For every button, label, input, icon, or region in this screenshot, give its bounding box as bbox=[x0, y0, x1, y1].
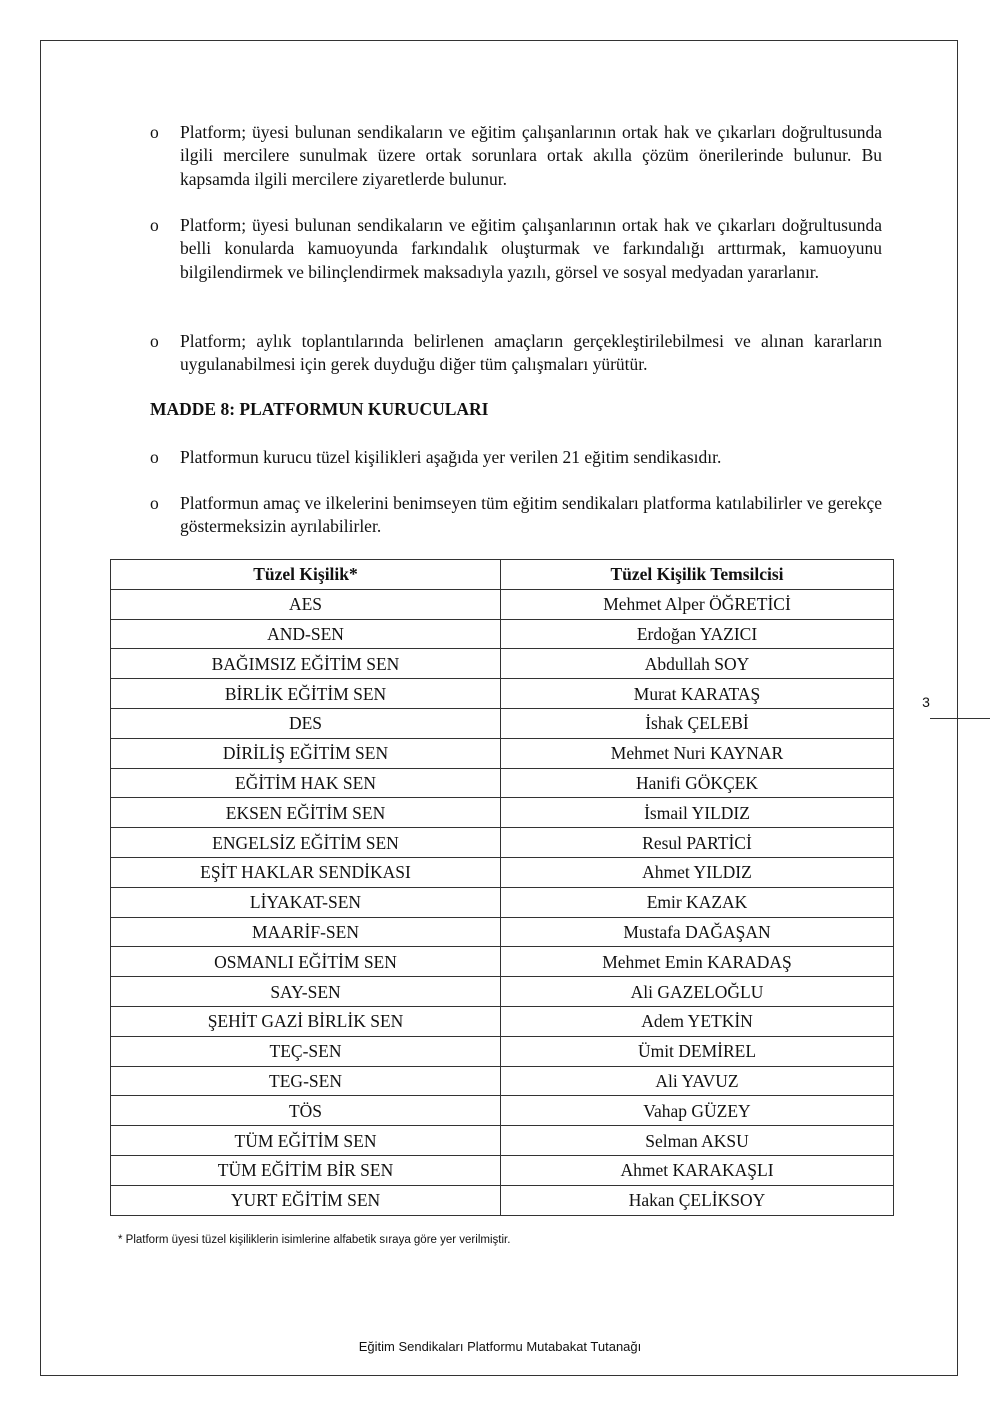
representative-cell: İshak ÇELEBİ bbox=[501, 708, 894, 738]
representative-cell: Adem YETKİN bbox=[501, 1006, 894, 1036]
page-number: 3 bbox=[922, 694, 930, 710]
legal-entity-cell: TÜM EĞİTİM SEN bbox=[111, 1126, 501, 1156]
representative-cell: Ahmet KARAKAŞLI bbox=[501, 1155, 894, 1185]
representative-cell: Mehmet Emin KARADAŞ bbox=[501, 947, 894, 977]
table-row bbox=[111, 679, 894, 709]
table-row bbox=[111, 947, 894, 977]
bullet-item bbox=[150, 214, 882, 284]
representative-cell: Abdullah SOY bbox=[501, 649, 894, 679]
table-row bbox=[111, 798, 894, 828]
legal-entity-cell: AES bbox=[111, 589, 501, 619]
table-row bbox=[111, 1036, 894, 1066]
representative-cell: Ümit DEMİREL bbox=[501, 1036, 894, 1066]
table-row bbox=[111, 977, 894, 1007]
representative-cell: Ahmet YILDIZ bbox=[501, 857, 894, 887]
bullet-text: Platform; aylık toplantılarında belirlenen amaçların gerçekleştirilebilmesi ve alınan kararların uygulanabilmesi için gerek duyduğu diğer tüm çalışmaları yürütür. bbox=[180, 331, 882, 375]
representative-cell: Mustafa DAĞAŞAN bbox=[501, 917, 894, 947]
bullet-item bbox=[150, 492, 882, 539]
bullet-item bbox=[150, 446, 882, 469]
representative-cell: Selman AKSU bbox=[501, 1126, 894, 1156]
table-row bbox=[111, 828, 894, 858]
legal-entity-cell: EĞİTİM HAK SEN bbox=[111, 768, 501, 798]
bullet-item bbox=[150, 330, 882, 377]
bullet-mark: o bbox=[150, 447, 159, 467]
table-header-row bbox=[111, 560, 894, 590]
footnote: * Platform üyesi tüzel kişiliklerin isimlerine alfabetik sıraya göre yer verilmiştir. bbox=[118, 1234, 511, 1246]
representative-cell: Vahap GÜZEY bbox=[501, 1096, 894, 1126]
representative-cell: Mehmet Alper ÖĞRETİCİ bbox=[501, 589, 894, 619]
table-row bbox=[111, 1096, 894, 1126]
bullet-text: Platformun kurucu tüzel kişilikleri aşağıda yer verilen 21 eğitim sendikasıdır. bbox=[180, 447, 722, 467]
legal-entity-cell: BAĞIMSIZ EĞİTİM SEN bbox=[111, 649, 501, 679]
table-row bbox=[111, 1066, 894, 1096]
bullet-mark: o bbox=[150, 493, 159, 513]
page-footer: Eğitim Sendikaları Platformu Mutabakat Tutanağı bbox=[358, 1339, 642, 1354]
bullet-item bbox=[150, 121, 882, 191]
legal-entity-cell: BİRLİK EĞİTİM SEN bbox=[111, 679, 501, 709]
representative-cell: Mehmet Nuri KAYNAR bbox=[501, 738, 894, 768]
legal-entity-cell: TEG-SEN bbox=[111, 1066, 501, 1096]
header-legal-entity: Tüzel Kişilik* bbox=[111, 560, 501, 590]
header-representative: Tüzel Kişilik Temsilcisi bbox=[501, 560, 894, 590]
representative-cell: Resul PARTİCİ bbox=[501, 828, 894, 858]
representative-cell: Emir KAZAK bbox=[501, 887, 894, 917]
legal-entity-cell: MAARİF-SEN bbox=[111, 917, 501, 947]
founders-table bbox=[110, 559, 894, 1216]
table-row bbox=[111, 708, 894, 738]
legal-entity-cell: EŞİT HAKLAR SENDİKASI bbox=[111, 857, 501, 887]
table-row bbox=[111, 738, 894, 768]
table-row bbox=[111, 1006, 894, 1036]
bullet-text: Platformun amaç ve ilkelerini benimseyen tüm eğitim sendikaları platforma katılabilirler ve gerekçe göstermeksizin ayrılabilirler. bbox=[180, 493, 882, 537]
bullet-mark: o bbox=[150, 331, 159, 351]
bullet-text: Platform; üyesi bulunan sendikaların ve eğitim çalışanlarının ortak hak ve çıkarları doğrultusunda belli konularda kamuoyunda farkındalık oluşturmak ve farkındalığı arttırmak, kamuoyunu bilgilendirmek ve bilinçlendirmek maksadıyla yazılı, görsel ve sosyal medyadan yararlanır. bbox=[180, 215, 882, 282]
bullet-text: Platform; üyesi bulunan sendikaların ve eğitim çalışanlarının ortak hak ve çıkarları doğrultusunda ilgili mercilere sunulmak üzere ortak sorunlara ortak akılla çözüm önerilerinde bulunur. Bu kapsamda ilgili mercilere ziyaretlerde bulunur. bbox=[180, 122, 882, 189]
legal-entity-cell: OSMANLI EĞİTİM SEN bbox=[111, 947, 501, 977]
bullet-mark: o bbox=[150, 215, 159, 235]
legal-entity-cell: ŞEHİT GAZİ BİRLİK SEN bbox=[111, 1006, 501, 1036]
representative-cell: Erdoğan YAZICI bbox=[501, 619, 894, 649]
table-row bbox=[111, 589, 894, 619]
representative-cell: Ali GAZELOĞLU bbox=[501, 977, 894, 1007]
representative-cell: Hakan ÇELİKSOY bbox=[501, 1185, 894, 1215]
legal-entity-cell: SAY-SEN bbox=[111, 977, 501, 1007]
section-heading: MADDE 8: PLATFORMUN KURUCULARI bbox=[150, 399, 489, 419]
legal-entity-cell: DİRİLİŞ EĞİTİM SEN bbox=[111, 738, 501, 768]
representative-cell: Ali YAVUZ bbox=[501, 1066, 894, 1096]
table-body bbox=[111, 589, 894, 1215]
legal-entity-cell: EKSEN EĞİTİM SEN bbox=[111, 798, 501, 828]
legal-entity-cell: TEÇ-SEN bbox=[111, 1036, 501, 1066]
table-row bbox=[111, 1126, 894, 1156]
legal-entity-cell: AND-SEN bbox=[111, 619, 501, 649]
page-number-rule bbox=[930, 718, 990, 719]
representative-cell: Hanifi GÖKÇEK bbox=[501, 768, 894, 798]
legal-entity-cell: LİYAKAT-SEN bbox=[111, 887, 501, 917]
representative-cell: Murat KARATAŞ bbox=[501, 679, 894, 709]
legal-entity-cell: TÜM EĞİTİM BİR SEN bbox=[111, 1155, 501, 1185]
legal-entity-cell: YURT EĞİTİM SEN bbox=[111, 1185, 501, 1215]
legal-entity-cell: ENGELSİZ EĞİTİM SEN bbox=[111, 828, 501, 858]
table-row bbox=[111, 1185, 894, 1215]
table-row bbox=[111, 917, 894, 947]
table-row bbox=[111, 649, 894, 679]
table-row bbox=[111, 768, 894, 798]
bullet-mark: o bbox=[150, 122, 159, 142]
legal-entity-cell: DES bbox=[111, 708, 501, 738]
representative-cell: İsmail YILDIZ bbox=[501, 798, 894, 828]
table-row bbox=[111, 857, 894, 887]
legal-entity-cell: TÖS bbox=[111, 1096, 501, 1126]
table-row bbox=[111, 619, 894, 649]
table-row bbox=[111, 887, 894, 917]
table-row bbox=[111, 1155, 894, 1185]
